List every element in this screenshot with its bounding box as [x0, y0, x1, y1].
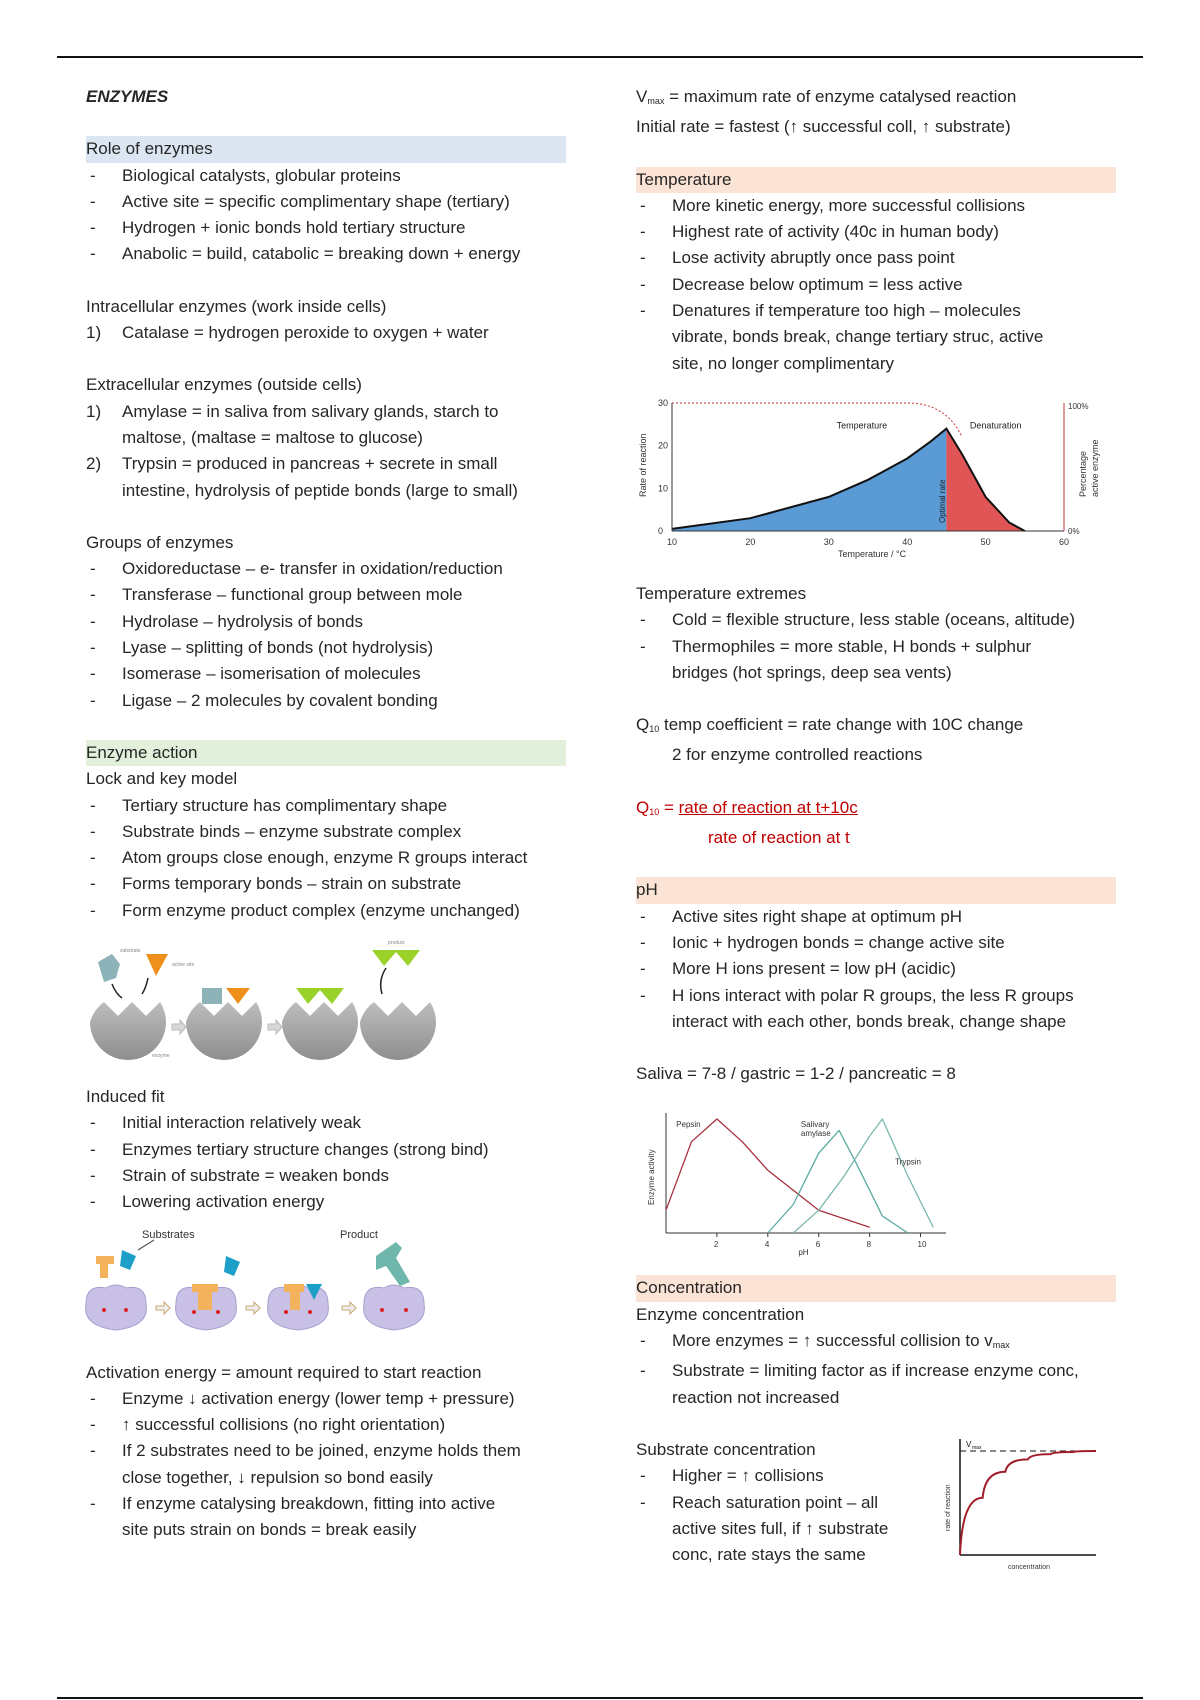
- y-tick-label: 20: [658, 440, 669, 451]
- rate-curve: [960, 1451, 1096, 1555]
- q10-denominator: rate of reaction at t: [708, 828, 850, 848]
- list-item: - Anabolic = build, catabolic = breaking down + energy: [86, 241, 566, 267]
- x-tick-label: 4: [764, 1240, 770, 1250]
- x-tick-label: 20: [745, 536, 756, 547]
- ph-values: Saliva = 7-8 / gastric = 1-2 / pancreatic = 8: [636, 1064, 956, 1084]
- item-continuation: bridges (hot springs, deep sea vents): [672, 662, 952, 682]
- list-item: - ↑ successful collisions (no right orientation): [86, 1412, 566, 1438]
- left-column: [86, 84, 566, 1544]
- list-item: [86, 320, 566, 346]
- label-substrates: Substrates: [142, 1228, 195, 1241]
- temperature-area: [672, 429, 946, 531]
- arrow: [138, 1240, 154, 1250]
- list-item: - Lowering activation energy: [86, 1189, 566, 1215]
- substrate-shape: [98, 954, 120, 982]
- enzyme-concentration-heading: Enzyme concentration: [636, 1304, 805, 1324]
- list-item: [86, 451, 566, 477]
- substrate-shape: [224, 1256, 240, 1276]
- substrate-shape: [146, 954, 168, 976]
- list-item: - Transferase – functional group between mole: [86, 582, 566, 608]
- list-item: - H ions interact with polar R groups, the less R groups: [636, 983, 1116, 1009]
- x-tick-label: 8: [866, 1240, 872, 1250]
- list-item: - Isomerase – isomerisation of molecules: [86, 661, 566, 687]
- initial-rate: Initial rate = fastest (↑ successful coll, ↑ substrate): [636, 117, 1011, 137]
- label-product: Product: [340, 1228, 378, 1241]
- groups-heading: Groups of enzymes: [86, 532, 234, 552]
- y-tick-label: 10: [658, 483, 669, 494]
- label-enzyme: enzyme: [152, 1053, 170, 1060]
- series-line-salivary-amylase: [768, 1131, 908, 1234]
- x-tick-label: 2: [713, 1240, 719, 1250]
- list-item: - Enzyme ↓ activation energy (lower temp + pressure): [86, 1386, 566, 1412]
- list-item: - Enzymes tertiary structure changes (strong bind): [86, 1137, 566, 1163]
- legend-salivary-amylase: amylase: [800, 1129, 831, 1139]
- list-item: - Active site = specific complimentary shape (tertiary): [86, 189, 566, 215]
- list-item: - Form enzyme product complex (enzyme unchanged): [86, 898, 566, 924]
- extremes-heading: Temperature extremes: [636, 583, 807, 603]
- vmax-subscript: max: [647, 96, 665, 106]
- substrate-shape: [120, 1250, 136, 1270]
- item-continuation: intestine, hydrolysis of peptide bonds (large to small): [122, 480, 518, 500]
- top-rule: [57, 56, 1143, 58]
- right-column: [636, 84, 1116, 1571]
- enzyme-shape: [186, 1002, 262, 1060]
- list-item: - Reach saturation point – all: [636, 1490, 1116, 1516]
- x-axis-label: Temperature / °C: [838, 548, 907, 559]
- list-item: - Tertiary structure has complimentary shape: [86, 793, 566, 819]
- denaturation-area: [946, 429, 1024, 531]
- x-tick-label: 40: [902, 536, 913, 547]
- x-tick-label: 60: [1059, 536, 1070, 547]
- list-item: - Strain of substrate = weaken bonds: [86, 1163, 566, 1189]
- vmax-subscript: max: [992, 1340, 1010, 1351]
- item-text: Catalase = hydrogen peroxide to oxygen + water: [122, 323, 489, 343]
- y2-tick-label: 0%: [1068, 526, 1080, 536]
- item-continuation: active sites full, if ↑ substrate: [672, 1518, 889, 1538]
- arrow: [268, 1020, 282, 1034]
- item-continuation: close together, ↓ repulsion so bond easily: [122, 1467, 433, 1487]
- y2-axis-label: active enzyme: [1090, 439, 1100, 497]
- y2-tick-label: 100%: [1068, 401, 1089, 411]
- arrow: [381, 968, 386, 994]
- saturation-chart: [936, 1429, 1106, 1579]
- list-item: [86, 399, 566, 425]
- extracellular-heading: Extracellular enzymes (outside cells): [86, 375, 362, 395]
- y2-axis-label: Percentage: [1078, 450, 1088, 497]
- q10-subscript: 10: [649, 724, 660, 735]
- substrate-concentration-heading: Substrate concentration: [636, 1439, 816, 1459]
- item-number: 1): [86, 401, 102, 421]
- enzyme-shape: [282, 1002, 358, 1060]
- q10-symbol: Q: [636, 797, 650, 817]
- label-substrate: substrate: [120, 948, 141, 955]
- product-shape: [376, 1242, 410, 1286]
- list-item: - If enzyme catalysing breakdown, fitting into active: [86, 1491, 566, 1517]
- list-item: - Oxidoreductase – e- transfer in oxidation/reduction: [86, 556, 566, 582]
- list-item: - Thermophiles = more stable, H bonds + sulphur: [636, 634, 1116, 660]
- q10-formula: [636, 795, 1116, 825]
- vmax-label: V: [966, 1439, 972, 1449]
- annotation-temperature: Temperature: [836, 420, 888, 431]
- intracellular-heading: Intracellular enzymes (work inside cells): [86, 296, 387, 316]
- role-heading: Role of enzymes: [86, 136, 566, 162]
- list-item: - Denatures if temperature too high – molecules: [636, 298, 1116, 324]
- list-item: - Biological catalysts, globular proteins: [86, 163, 566, 189]
- list-item: - Forms temporary bonds – strain on substrate: [86, 871, 566, 897]
- q10-note: 2 for enzyme controlled reactions: [672, 745, 923, 765]
- activation-heading: Activation energy = amount required to start reaction: [86, 1362, 482, 1382]
- item-continuation: reaction not increased: [672, 1387, 840, 1407]
- x-axis-label: pH: [798, 1248, 809, 1258]
- q10-symbol: Q: [636, 715, 650, 735]
- x-tick-label: 50: [980, 536, 991, 547]
- annotation-optimal-rate: Optimal rate: [937, 479, 947, 523]
- ph-chart: [636, 1101, 956, 1261]
- item-number: 1): [86, 323, 102, 343]
- q10-equals: =: [659, 797, 679, 817]
- concentration-heading: Concentration: [636, 1275, 1116, 1301]
- bottom-rule: [57, 1697, 1143, 1699]
- enzyme-shape: [360, 1002, 436, 1060]
- list-item: - Ionic + hydrogen bonds = change active site: [636, 930, 1116, 956]
- substrate-shape: [96, 1256, 114, 1278]
- list-item: - Lyase – splitting of bonds (not hydrolysis): [86, 635, 566, 661]
- vmax-definition: [636, 84, 1116, 114]
- item-text: More enzymes = ↑ successful collision to v: [672, 1331, 993, 1351]
- arrow: [142, 978, 148, 994]
- item-continuation: vibrate, bonds break, change tertiary struc, active: [672, 327, 1044, 347]
- list-item: - Highest rate of activity (40c in human body): [636, 219, 1116, 245]
- ph-heading: pH: [636, 877, 1116, 903]
- temperature-heading: Temperature: [636, 167, 1116, 193]
- temperature-chart: [634, 391, 1104, 567]
- x-tick-label: 30: [823, 536, 834, 547]
- y-tick-label: 30: [658, 397, 669, 408]
- item-continuation: maltose, (maltase = maltose to glucose): [122, 427, 423, 447]
- product-shape: [372, 950, 420, 966]
- y-axis-label: Enzyme activity: [647, 1149, 656, 1206]
- active-enzyme-line: [672, 403, 962, 437]
- legend-pepsin: Pepsin: [676, 1120, 701, 1130]
- x-tick-label: 6: [815, 1240, 821, 1250]
- induced-fit-heading: Induced fit: [86, 1087, 165, 1107]
- list-item: - Higher = ↑ collisions: [636, 1463, 1116, 1489]
- item-text: Amylase = in saliva from salivary glands, starch to: [122, 401, 499, 421]
- list-item: - More kinetic energy, more successful collisions: [636, 193, 1116, 219]
- document-title: ENZYMES: [86, 87, 169, 106]
- vmax-symbol: V: [636, 87, 648, 106]
- list-item: - Hydrogen + ionic bonds hold tertiary structure: [86, 215, 566, 241]
- q10-numerator: rate of reaction at t+10c: [678, 797, 858, 817]
- list-item: - Substrate = limiting factor as if increase enzyme conc,: [636, 1358, 1116, 1384]
- list-item: - More H ions present = low pH (acidic): [636, 956, 1116, 982]
- annotation-denaturation: Denaturation: [969, 420, 1022, 431]
- list-item: - Cold = flexible structure, less stable (oceans, altitude): [636, 607, 1116, 633]
- list-item: - Active sites right shape at optimum pH: [636, 904, 1116, 930]
- enzyme-action-heading: Enzyme action: [86, 740, 566, 766]
- list-item: - Hydrolase – hydrolysis of bonds: [86, 609, 566, 635]
- item-number: 2): [86, 454, 102, 474]
- list-item: - If 2 substrates need to be joined, enzyme holds them: [86, 1438, 566, 1464]
- label-product: product: [388, 940, 405, 947]
- legend-salivary-amylase: Salivary: [800, 1120, 830, 1130]
- legend-trypsin: Trypsin: [895, 1158, 922, 1168]
- arrow: [172, 1020, 186, 1034]
- substrate-shape: [202, 988, 222, 1004]
- lock-key-subheading: Lock and key model: [86, 769, 238, 789]
- q10-text: temp coefficient = rate change with 10C change: [659, 715, 1024, 735]
- list-item: - Lose activity abruptly once pass point: [636, 245, 1116, 271]
- list-item: - Decrease below optimum = less active: [636, 272, 1116, 298]
- item-continuation: site puts strain on bonds = break easily: [122, 1520, 417, 1540]
- item-continuation: conc, rate stays the same: [672, 1545, 866, 1565]
- list-item: - Substrate binds – enzyme substrate complex: [86, 819, 566, 845]
- list-item: - Atom groups close enough, enzyme R groups interact: [86, 845, 566, 871]
- list-item: - Initial interaction relatively weak: [86, 1110, 566, 1136]
- q10-definition: [636, 712, 1116, 742]
- vmax-label-subscript: max: [972, 1444, 982, 1451]
- item-continuation: site, no longer complimentary: [672, 353, 895, 373]
- enzyme-shape: [90, 1002, 166, 1060]
- lock-and-key-figure: [82, 932, 442, 1072]
- x-tick-label: 10: [917, 1240, 927, 1250]
- x-tick-label: 10: [667, 536, 678, 547]
- list-item: - Ligase – 2 molecules by covalent bonding: [86, 688, 566, 714]
- x-axis-label: concentration: [1008, 1563, 1051, 1571]
- series-line-pepsin: [666, 1119, 870, 1227]
- label-active-site: active site: [172, 962, 195, 969]
- item-continuation: interact with each other, bonds break, change shape: [672, 1011, 1067, 1031]
- y-axis-label: rate of reaction: [945, 1484, 952, 1531]
- y-tick-label: 0: [658, 525, 664, 536]
- product-shape: [296, 988, 344, 1004]
- arrow: [112, 984, 122, 998]
- list-item: [636, 1328, 1116, 1358]
- induced-fit-figure: [80, 1222, 460, 1352]
- vmax-text: = maximum rate of enzyme catalysed reaction: [664, 87, 1017, 106]
- y-axis-label: Rate of reaction: [638, 433, 648, 497]
- q10-subscript: 10: [649, 806, 660, 817]
- substrate-shape: [226, 988, 250, 1004]
- item-text: Trypsin = produced in pancreas + secrete in small: [122, 454, 498, 474]
